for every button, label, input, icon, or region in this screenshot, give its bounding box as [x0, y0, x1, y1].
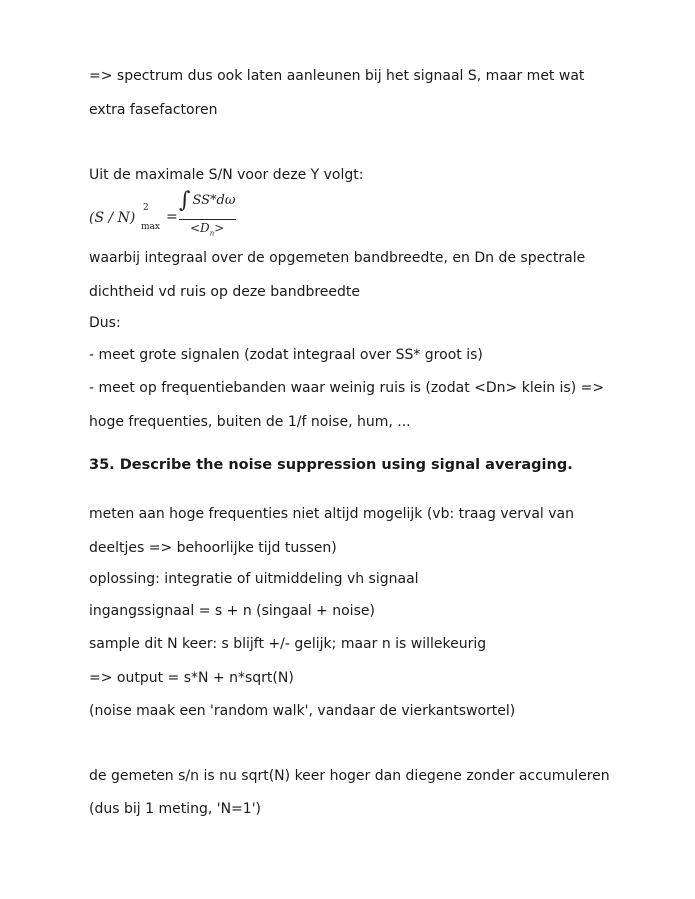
formula-denominator-sub: n — [209, 229, 215, 238]
text-line: de gemeten s/n is nu sqrt(N) keer hoger dan diegene zonder accumuleren — [89, 768, 610, 784]
formula-superscript: 2 — [143, 203, 149, 213]
text-line: meten aan hoge frequenties niet altijd mogelijk (vb: traag verval van — [89, 506, 574, 522]
text-line: Uit de maximale S/N voor deze Y volgt: — [89, 167, 364, 183]
text-line: ingangssignaal = s + n (singaal + noise) — [89, 603, 375, 619]
formula-denominator-end: > — [214, 221, 225, 235]
text-line: => output = s*N + n*sqrt(N) — [89, 670, 294, 686]
text-line: hoge frequenties, buiten de 1/f noise, hum, ... — [89, 414, 411, 430]
text-line: sample dit N keer: s blijft +/- gelijk; maar n is willekeurig — [89, 636, 487, 652]
formula-numerator — [179, 188, 235, 213]
text-line: dichtheid vd ruis op deze bandbreedte — [89, 284, 361, 300]
formula-numerator-text: SS*dω — [192, 193, 236, 208]
formula-equals: = — [166, 209, 178, 225]
text-line: extra fasefactoren — [89, 102, 218, 118]
text-line: - meet op frequentiebanden waar weinig ruis is (zodat <Dn> klein is) => — [89, 380, 605, 396]
text-line: deeltjes => behoorlijke tijd tussen) — [89, 540, 337, 556]
text-line: oplossing: integratie of uitmiddeling vh signaal — [89, 571, 419, 587]
formula-denominator — [190, 221, 224, 237]
formula-subscript: max — [141, 222, 160, 232]
section-heading: 35. Describe the noise suppression using signal averaging. — [89, 457, 573, 473]
text-line: Dus: — [89, 315, 121, 331]
fraction-bar — [179, 219, 236, 220]
text-line: waarbij integraal over de opgemeten bandbreedte, en Dn de spectrale — [89, 250, 586, 266]
formula-denominator-start: <D — [190, 221, 210, 235]
formula-lhs: (S / N) — [89, 210, 136, 226]
text-line: => spectrum dus ook laten aanleunen bij het signaal S, maar met wat — [89, 68, 585, 84]
text-line: (noise maak een 'random walk', vandaar de vierkantswortel) — [89, 703, 516, 719]
text-line: - meet grote signalen (zodat integraal over SS* groot is) — [89, 347, 483, 363]
text-line: (dus bij 1 meting, 'N=1') — [89, 801, 261, 817]
snr-formula — [89, 188, 289, 238]
integral-sign: ∫ — [179, 188, 191, 213]
